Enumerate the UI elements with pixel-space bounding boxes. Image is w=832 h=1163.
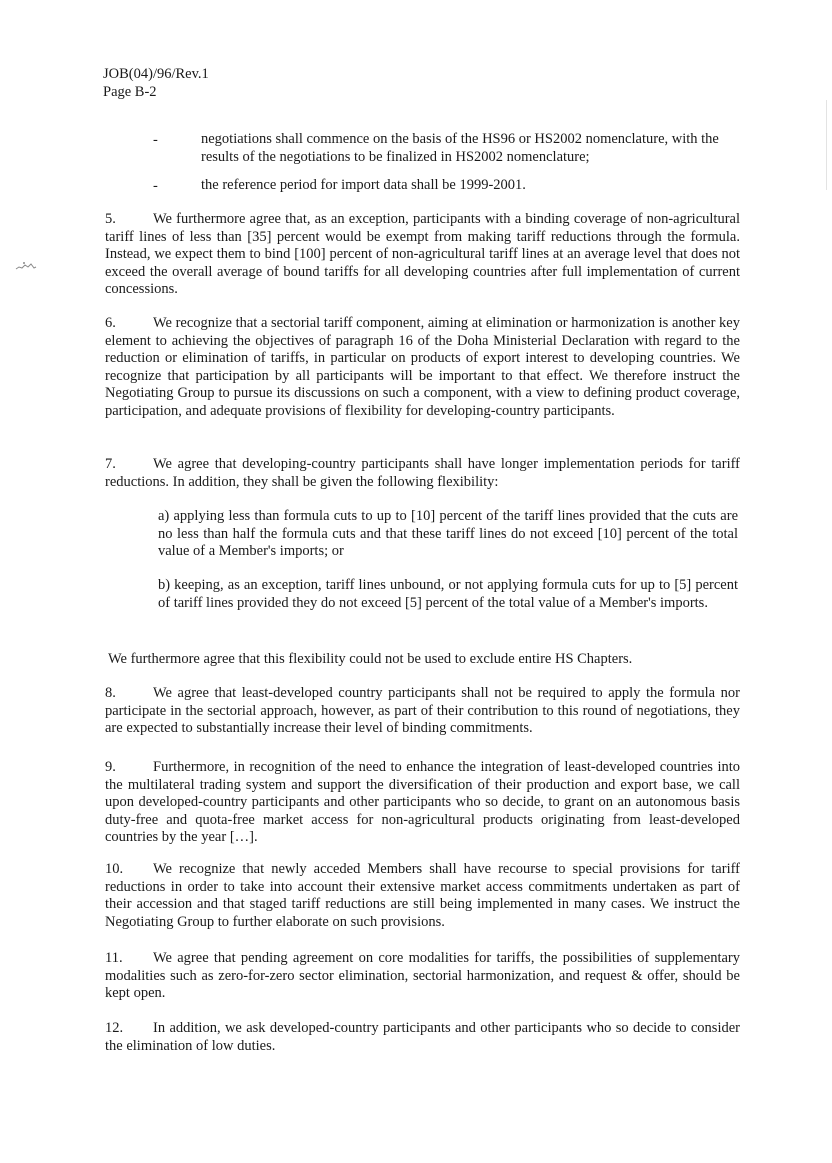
paragraph-number: 6. (105, 315, 116, 331)
paragraph-text: In addition, we ask developed-country participants and other participants who so decide to consider the elimination of low duties. (105, 1020, 740, 1054)
paragraph-text: We furthermore agree that, as an exception, participants with a binding coverage of non-agricultural tariff lines of less than [35] percent would be exempt from making tariff reductions through the formula. Instead, we expect them to bind [100] percent of non-agricultural tariff lines at an average level that does not exceed the overall average of bound tariffs for all developing countries after full implementation of current concessions. (105, 211, 740, 298)
bullet-text: the reference period for import data shall be 1999-2001. (201, 177, 526, 193)
paragraph-7 (105, 456, 740, 491)
paragraph-text: Furthermore, in recognition of the need to enhance the integration of least-developed countries into the multilateral trading system and support the diversification of their production and export base, we call upon developed-country participants and other participants who so decide, to grant on an autonomous basis duty-free and quota-free market access for non-agricultural products originating from least-developed countries by the year […]. (105, 759, 740, 846)
paragraph-number: 8. (105, 685, 116, 701)
paragraph-8 (105, 685, 740, 738)
paragraph-text: We furthermore agree that this flexibility could not be used to exclude entire HS Chapters. (108, 651, 633, 667)
paragraph-5 (105, 211, 740, 299)
scan-edge-mark (826, 100, 827, 190)
paragraph-text: We agree that pending agreement on core modalities for tariffs, the possibilities of supplementary modalities such as zero-for-zero sector elimination, sectorial harmonization, and request & offer, should be kept open. (105, 950, 740, 1002)
bullet-dash: - (153, 178, 158, 194)
page-number: Page B-2 (103, 84, 157, 100)
paragraph-text: We agree that least-developed country participants shall not be required to apply the formula nor participate in the sectorial approach, however, as part of their contribution to this round of negotiations, they are expected to substantially increase their level of binding commitments. (105, 685, 740, 737)
subparagraph-a (158, 508, 738, 561)
paragraph-number: 5. (105, 211, 116, 227)
document-header (103, 65, 209, 101)
subparagraph-text: b) keeping, as an exception, tariff lines unbound, or not applying formula cuts for up to [5] percent of tariff lines provided they do not exceed [5] percent of the total value of a Member's imports. (158, 577, 738, 611)
paragraph-number: 9. (105, 759, 116, 775)
subparagraph-b (158, 577, 738, 612)
paragraph-10 (105, 861, 740, 931)
paragraph-number: 12. (105, 1020, 124, 1036)
paragraph-text: We recognize that a sectorial tariff component, aiming at elimination or harmonization is another key element to achieving the objectives of paragraph 16 of the Doha Ministerial Declaration with regard to the reduction or elimination of tariffs, in particular on products of export interest to developing countries. We recognize that participation by all participants will be important to that effect. We therefore instruct the Negotiating Group to pursue its discussions on such a component, with a view to defining product coverage, participation, and adequate provisions of flexibility for developing-country participants. (105, 315, 740, 419)
paragraph-9 (105, 759, 740, 847)
paragraph-7-closing (108, 651, 743, 669)
subparagraph-text: a) applying less than formula cuts to up to [10] percent of the tariff lines provided that the cuts are no less than half the formula cuts and that these tariff lines do not exceed [10] percent of the total value of a Member's imports; or (158, 508, 738, 560)
bullet-text: negotiations shall commence on the basis of the HS96 or HS2002 nomenclature, with the results of the negotiations to be finalized in HS2002 nomenclature; (201, 131, 719, 165)
scan-speck-mark (14, 259, 38, 273)
paragraph-number: 7. (105, 456, 116, 472)
paragraph-text: We agree that developing-country participants shall have longer implementation periods for tariff reductions. In addition, they shall be given the following flexibility: (105, 456, 740, 490)
paragraph-number: 11. (105, 950, 123, 966)
paragraph-text: We recognize that newly acceded Members shall have recourse to special provisions for tariff reductions in order to take into account their extensive market access commitments undertaken as part of their accession and that staged tariff reductions are still being implemented in many cases. We instruct the Negotiating Group to further elaborate on such provisions. (105, 861, 740, 930)
bullet-dash: - (153, 132, 158, 148)
paragraph-6 (105, 315, 740, 421)
paragraph-12 (105, 1020, 740, 1055)
paragraph-11 (105, 950, 740, 1003)
paragraph-number: 10. (105, 861, 124, 877)
document-id: JOB(04)/96/Rev.1 (103, 66, 209, 82)
